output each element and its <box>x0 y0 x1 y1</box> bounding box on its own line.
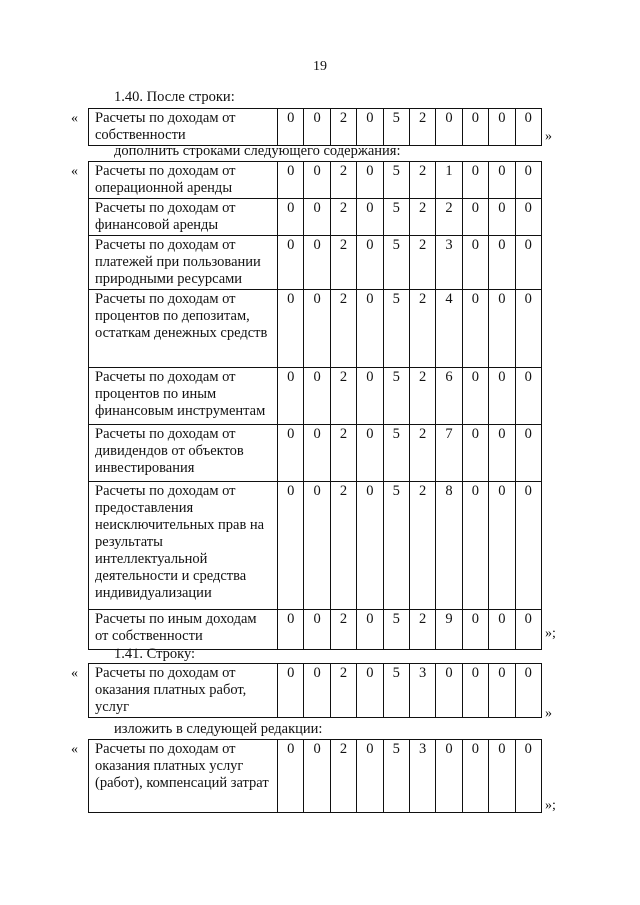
item-1-41-heading: 1.41. Строку: <box>114 646 196 662</box>
code-digit: 8 <box>436 482 462 610</box>
table-row <box>89 199 542 236</box>
table-row <box>89 740 542 813</box>
code-digit: 0 <box>515 368 541 425</box>
code-digit: 2 <box>409 368 435 425</box>
table-row <box>89 610 542 650</box>
code-table-original-1-40 <box>88 108 542 146</box>
code-digit: 2 <box>330 236 356 290</box>
code-digit: 0 <box>304 109 330 146</box>
code-digit: 0 <box>304 482 330 610</box>
code-digit: 2 <box>409 425 435 482</box>
code-digit: 3 <box>409 740 435 813</box>
code-digit: 0 <box>278 482 304 610</box>
table-row <box>89 236 542 290</box>
code-table-new-1-41 <box>88 739 542 813</box>
code-digit: 0 <box>357 368 383 425</box>
code-digit: 5 <box>383 425 409 482</box>
code-digit: 0 <box>489 162 515 199</box>
code-digit: 2 <box>330 740 356 813</box>
open-quote: « <box>71 742 78 757</box>
code-digit: 0 <box>462 199 488 236</box>
code-digit: 0 <box>515 236 541 290</box>
close-quote-semicolon: »; <box>545 798 556 813</box>
code-digit: 0 <box>515 162 541 199</box>
row-label: Расчеты по доходам от предоставления неисключительных прав на результаты интеллектуальной деятельности и средства индивидуализации <box>89 482 278 610</box>
code-digit: 2 <box>409 199 435 236</box>
code-digit: 7 <box>436 425 462 482</box>
table-row <box>89 109 542 146</box>
code-digit: 9 <box>436 610 462 650</box>
row-label: Расчеты по доходам от оказания платных работ, услуг <box>89 664 278 718</box>
code-digit: 0 <box>304 199 330 236</box>
code-digit: 2 <box>409 610 435 650</box>
code-digit: 0 <box>304 664 330 718</box>
code-digit: 0 <box>462 482 488 610</box>
code-digit: 0 <box>489 199 515 236</box>
code-digit: 0 <box>462 236 488 290</box>
code-digit: 2 <box>330 425 356 482</box>
code-digit: 2 <box>409 482 435 610</box>
item-1-40-heading: 1.40. После строки: <box>114 89 235 105</box>
code-table-original-1-41 <box>88 663 542 718</box>
code-digit: 0 <box>515 740 541 813</box>
table-row <box>89 368 542 425</box>
code-digit: 0 <box>489 290 515 368</box>
code-digit: 5 <box>383 740 409 813</box>
code-digit: 2 <box>330 199 356 236</box>
row-label: Расчеты по доходам от дивидендов от объектов инвестирования <box>89 425 278 482</box>
code-digit: 0 <box>489 368 515 425</box>
code-digit: 2 <box>330 610 356 650</box>
code-digit: 0 <box>489 425 515 482</box>
code-digit: 0 <box>515 290 541 368</box>
code-digit: 5 <box>383 368 409 425</box>
close-quote: » <box>545 129 552 144</box>
code-digit: 0 <box>489 236 515 290</box>
code-digit: 2 <box>330 482 356 610</box>
code-digit: 0 <box>462 664 488 718</box>
code-digit: 0 <box>515 199 541 236</box>
code-digit: 2 <box>436 199 462 236</box>
code-digit: 2 <box>409 109 435 146</box>
code-digit: 0 <box>436 109 462 146</box>
code-digit: 0 <box>357 740 383 813</box>
code-digit: 0 <box>278 162 304 199</box>
code-digit: 5 <box>383 199 409 236</box>
code-digit: 0 <box>278 740 304 813</box>
code-digit: 0 <box>489 664 515 718</box>
code-digit: 0 <box>489 482 515 610</box>
code-digit: 0 <box>278 610 304 650</box>
code-digit: 0 <box>357 482 383 610</box>
code-digit: 4 <box>436 290 462 368</box>
code-digit: 0 <box>357 109 383 146</box>
add-rows-instruction: дополнить строками следующего содержания: <box>114 143 401 159</box>
open-quote: « <box>71 164 78 179</box>
code-digit: 2 <box>409 290 435 368</box>
row-label: Расчеты по иным доходам от собственности <box>89 610 278 650</box>
code-digit: 0 <box>357 236 383 290</box>
code-digit: 0 <box>304 368 330 425</box>
code-digit: 0 <box>436 740 462 813</box>
code-digit: 0 <box>304 236 330 290</box>
code-digit: 0 <box>489 109 515 146</box>
code-digit: 5 <box>383 162 409 199</box>
code-digit: 0 <box>462 109 488 146</box>
code-digit: 2 <box>330 162 356 199</box>
code-digit: 0 <box>489 740 515 813</box>
code-digit: 0 <box>278 425 304 482</box>
row-label: Расчеты по доходам от операционной аренды <box>89 162 278 199</box>
row-label: Расчеты по доходам от процентов по депозитам, остаткам денежных средств <box>89 290 278 368</box>
code-digit: 0 <box>304 290 330 368</box>
code-digit: 0 <box>515 425 541 482</box>
code-digit: 5 <box>383 664 409 718</box>
code-digit: 0 <box>357 162 383 199</box>
code-digit: 2 <box>330 109 356 146</box>
code-digit: 3 <box>436 236 462 290</box>
table-row <box>89 482 542 610</box>
close-quote: » <box>545 706 552 721</box>
code-digit: 0 <box>278 290 304 368</box>
row-label: Расчеты по доходам от оказания платных услуг (работ), компенсаций затрат <box>89 740 278 813</box>
table-row <box>89 290 542 368</box>
code-digit: 0 <box>515 610 541 650</box>
code-digit: 0 <box>304 610 330 650</box>
close-quote-semicolon: »; <box>545 626 556 641</box>
table-row <box>89 664 542 718</box>
code-digit: 0 <box>357 425 383 482</box>
code-table-added-rows <box>88 161 542 650</box>
code-digit: 2 <box>409 162 435 199</box>
code-digit: 0 <box>462 290 488 368</box>
code-digit: 0 <box>357 610 383 650</box>
code-digit: 0 <box>278 664 304 718</box>
table-row <box>89 425 542 482</box>
code-digit: 0 <box>515 664 541 718</box>
code-digit: 0 <box>515 109 541 146</box>
code-digit: 5 <box>383 610 409 650</box>
code-digit: 5 <box>383 290 409 368</box>
code-digit: 0 <box>489 610 515 650</box>
row-label: Расчеты по доходам от процентов по иным финансовым инструментам <box>89 368 278 425</box>
code-digit: 2 <box>409 236 435 290</box>
code-digit: 5 <box>383 236 409 290</box>
code-digit: 2 <box>330 664 356 718</box>
code-digit: 0 <box>278 368 304 425</box>
code-digit: 6 <box>436 368 462 425</box>
code-digit: 0 <box>462 368 488 425</box>
code-digit: 1 <box>436 162 462 199</box>
restate-instruction: изложить в следующей редакции: <box>114 721 323 737</box>
open-quote: « <box>71 111 78 126</box>
row-label: Расчеты по доходам от финансовой аренды <box>89 199 278 236</box>
code-digit: 0 <box>304 162 330 199</box>
code-digit: 5 <box>383 482 409 610</box>
code-digit: 0 <box>357 290 383 368</box>
code-digit: 0 <box>278 236 304 290</box>
code-digit: 2 <box>330 368 356 425</box>
row-label: Расчеты по доходам от собственности <box>89 109 278 146</box>
code-digit: 0 <box>304 740 330 813</box>
code-digit: 0 <box>357 664 383 718</box>
code-digit: 0 <box>357 199 383 236</box>
code-digit: 0 <box>304 425 330 482</box>
code-digit: 0 <box>462 740 488 813</box>
code-digit: 0 <box>462 610 488 650</box>
code-digit: 3 <box>409 664 435 718</box>
table-row <box>89 162 542 199</box>
code-digit: 0 <box>436 664 462 718</box>
row-label: Расчеты по доходам от платежей при пользовании природными ресурсами <box>89 236 278 290</box>
code-digit: 0 <box>462 425 488 482</box>
code-digit: 5 <box>383 109 409 146</box>
open-quote: « <box>71 666 78 681</box>
page-number: 19 <box>313 59 327 74</box>
code-digit: 0 <box>278 199 304 236</box>
code-digit: 0 <box>462 162 488 199</box>
code-digit: 2 <box>330 290 356 368</box>
code-digit: 0 <box>515 482 541 610</box>
code-digit: 0 <box>278 109 304 146</box>
